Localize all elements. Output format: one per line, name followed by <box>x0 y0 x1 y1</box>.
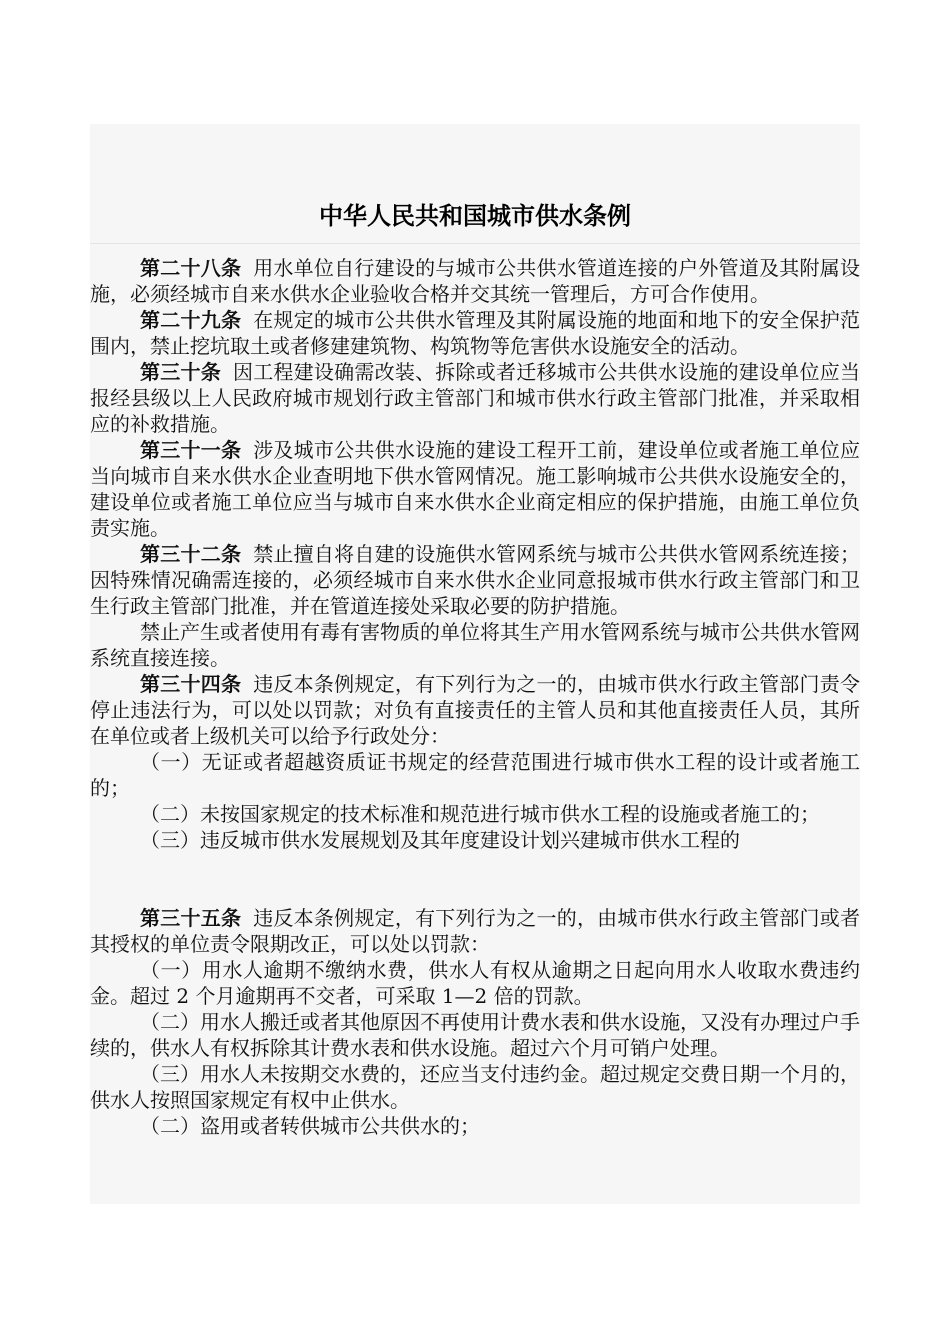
section-gap <box>90 853 860 905</box>
title-area <box>90 124 860 244</box>
article-text: 因工程建设确需改装、拆除或者迁移城市公共供水设施的建设单位应当报经县级以上人民政府城市规划行政主管部门和城市供水行政主管部门批准，并采取相应的补救措施。 <box>90 360 861 436</box>
list-item: （二）用水人搬迁或者其他原因不再使用计费水表和供水设施，又没有办理过户手续的，供水人有权拆除其计费水表和供水设施。超过六个月可销户处理。 <box>90 1010 860 1060</box>
article-30 <box>90 359 860 437</box>
article-number: 第二十八条 <box>140 256 242 280</box>
article-32 <box>90 541 860 619</box>
paragraph-text: 禁止产生或者使用有毒有害物质的单位将其生产用水管网系统与城市公共供水管网系统直接连接。 <box>90 620 860 670</box>
article-number: 第三十一条 <box>140 438 242 462</box>
document-title: 中华人民共和国城市供水条例 <box>319 202 631 230</box>
article-text: 在规定的城市公共供水管理及其附属设施的地面和地下的安全保护范围内，禁止挖坑取土或者修建建筑物、构筑物等危害供水设施安全的活动。 <box>90 308 861 358</box>
list-item: （一）无证或者超越资质证书规定的经营范围进行城市供水工程的设计或者施工的； <box>90 750 860 800</box>
article-text: 用水单位自行建设的与城市公共供水管道连接的户外管道及其附属设施，必须经城市自来水供水企业验收合格并交其统一管理后，方可合作使用。 <box>90 256 861 306</box>
list-item: （二）未按国家规定的技术标准和规范进行城市供水工程的设施或者施工的； <box>140 802 820 826</box>
list-item: （一）用水人逾期不缴纳水费，供水人有权从逾期之日起向用水人收取水费违约金。超过 2 个月逾期再不交者，可采取 1—2 倍的罚款。 <box>90 958 860 1008</box>
list-item: （三）违反城市供水发展规划及其年度建设计划兴建城市供水工程的 <box>140 828 740 852</box>
article-35 <box>90 905 860 957</box>
article-number: 第三十五条 <box>140 906 242 930</box>
document-page <box>90 124 860 1204</box>
article-number: 第三十四条 <box>140 672 242 696</box>
article-text: 涉及城市公共供水设施的建设工程开工前，建设单位或者施工单位应当向城市自来水供水企业查明地下供水管网情况。施工影响城市公共供水设施安全的，建设单位或者施工单位应当与城市自来水供水企业商定相应的保护措施，由施工单位负责实施。 <box>90 438 861 540</box>
document-body <box>90 255 860 1139</box>
article-text: 违反本条例规定，有下列行为之一的，由城市供水行政主管部门或者其授权的单位责令限期改正，可以处以罚款： <box>90 906 861 956</box>
article-number: 第三十二条 <box>140 542 242 566</box>
article-number: 第三十条 <box>140 360 221 384</box>
article-number: 第二十九条 <box>140 308 242 332</box>
article-34 <box>90 671 860 749</box>
article-text: 禁止擅自将自建的设施供水管网系统与城市公共供水管网系统连接；因特殊情况确需连接的，必须经城市自来水供水企业同意报城市供水行政主管部门和卫生行政主管部门批准，并在管道连接处采取必要的防护措施。 <box>90 542 861 618</box>
list-item: （三）用水人未按期交水费的，还应当支付违约金。超过规定交费日期一个月的，供水人按照国家规定有权中止供水。 <box>90 1062 860 1112</box>
article-31 <box>90 437 860 541</box>
article-28 <box>90 255 860 307</box>
list-item: （二）盗用或者转供城市公共供水的； <box>140 1114 480 1138</box>
article-29 <box>90 307 860 359</box>
article-text: 违反本条例规定，有下列行为之一的，由城市供水行政主管部门责令停止违法行为，可以处以罚款；对负有直接责任的主管人员和其他直接责任人员，其所在单位或者上级机关可以给予行政处分： <box>90 672 861 748</box>
